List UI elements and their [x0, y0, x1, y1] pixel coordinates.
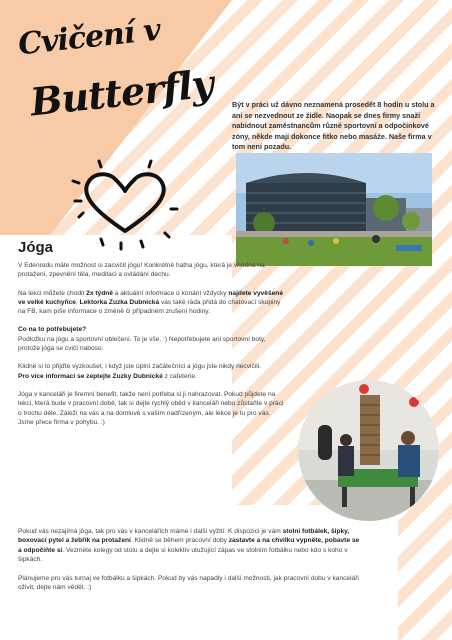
yoga-column: [18, 261, 288, 436]
yoga-heading: Jóga: [18, 239, 54, 256]
yoga-question: Co na to potřebujete? Podložku na jógu a sportovní oblečení. To je vše. :) Nepotřebujete ani sportovní boty, protože jóga se cvičí naboso.: [18, 326, 266, 353]
title-line-1: Cvičení v: [16, 12, 162, 63]
bottom-paragraph-2: Plánujeme pro vás turnaj ve fotbálku a šipkách. Pokud by vás napadly i další možnosti, jak pracovní dobu v kanceláři oživit, dejte nám vědět. :): [18, 575, 359, 592]
heart-icon: [65, 153, 185, 253]
title-line-2: Butterfly: [28, 60, 215, 125]
office-building-photo: [236, 153, 432, 266]
yoga-paragraph-5: Jóga v kanceláři je firemní benefit, takže není potřeba si ji nahrazovat. Pokud půjdete na lekci, která bude v pracovní době, tak si dejte rychlý oběd v kanceláři nebo zůstaňte v práci o trochu déle. Záleží na vás a na domluvě s vaším nadřízeným, ale lekce je tu pro vás. Jsme přece firma v pohybu. :): [18, 390, 284, 426]
bottom-paragraph-1: Pokud vás nezajímá jóga, tak pro vás v kancelářích máme i další vyžití. K dispozici je vám stolní fotbálek, šipky, boxovací pytel a žebřík na protažení. Klidně se během pracovní doby zastavte a na chvilku vypněte, pobavte se a odpočiňte si. Vezměte kolegy od stolu a dejte si kolektiv utužující zápas ve stolním fotbálku nebo kdo s koho v šipkách.: [18, 528, 360, 563]
question-heading: Co na to potřebujete?: [18, 326, 87, 334]
bottom-section: [18, 527, 363, 603]
office-games-photo: [298, 380, 439, 521]
yoga-paragraph-2: Na lekci můžete chodit 2x týdně a aktuální informace o konání vždycky najdete vyvěšené ve velké kuchyňce. Lektorka Zuzka Dubnická vás také ráda přidá do chatovací skupiny na FB, kam píše informace o změně či případném zrušení hodiny.: [18, 289, 284, 316]
yoga-paragraph-1: V Edenredu máte možnost si zacvičit jógu! Konkrétně hatha jógu, která je vhodná na protažení, zpevnění těla, meditaci a ovládání dechu.: [18, 262, 265, 279]
intro-text: Být v práci už dávno neznamená prosedět 8 hodin u stolu a ani se nezvednout ze židle. Naopak se dnes firmy snaží nabídnout zaměstnancům různé sportovní a odpočinkové zóny, někde mají dokonce fitko nebo masáže. Naše firma v tom není pozadu.: [232, 100, 435, 151]
yoga-paragraph-4: Klidně si to přijďte vyzkoušet, i když jste úplní začátečníci a jógu jste nikdy necvičili. Pro více informací se zeptejte Zuzky Dubnické z cafeterie.: [18, 363, 262, 380]
